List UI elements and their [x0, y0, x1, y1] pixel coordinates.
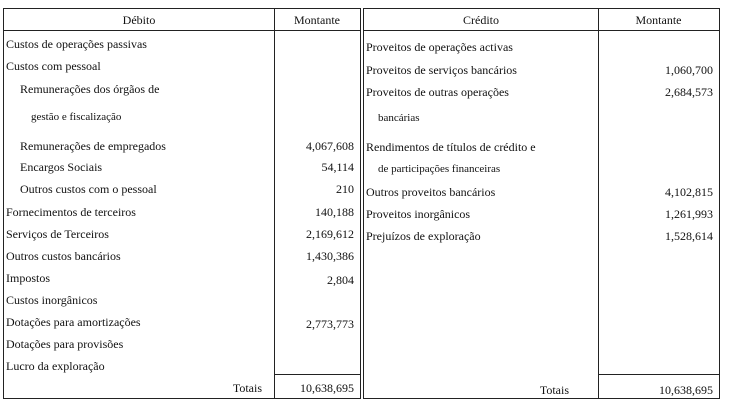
- credit-header-amount: Montante: [598, 9, 719, 31]
- credit-table: [363, 8, 720, 399]
- credit-row-amount: 2,684,573: [665, 85, 713, 99]
- debit-row-label: Custos com pessoal: [6, 59, 101, 73]
- debit-row-amount: 2,804: [327, 273, 354, 287]
- debit-row-label: Dotações para amortizações: [6, 315, 141, 329]
- debit-row-label: Remunerações dos órgãos de: [20, 82, 160, 96]
- debit-row-label: gestão e fiscalização: [31, 111, 122, 123]
- debit-row-label: Encargos Sociais: [20, 160, 103, 174]
- debit-row-amount: 1,430,386: [306, 249, 354, 263]
- debit-row-label: Fornecimentos de terceiros: [6, 205, 136, 219]
- debit-row-label: Outros custos com o pessoal: [20, 182, 157, 196]
- debit-totals-rule: [274, 374, 360, 375]
- credit-row-label: Outros proveitos bancários: [366, 185, 496, 199]
- debit-row-amount: 210: [336, 182, 354, 196]
- debit-column-divider: [274, 9, 275, 398]
- debit-row-amount: 54,114: [321, 160, 354, 174]
- credit-totals-label: Totais: [539, 383, 569, 397]
- debit-row-label: Dotações para provisões: [6, 337, 124, 351]
- credit-row-label: Proveitos de operações activas: [366, 40, 513, 54]
- debit-row-label: Outros custos bancários: [6, 249, 121, 263]
- credit-row-label: Proveitos inorgânicos: [366, 207, 471, 221]
- debit-row-label: Custos inorgânicos: [6, 293, 98, 307]
- debit-row-amount: 2,169,612: [306, 227, 354, 241]
- debit-header-amount: Montante: [274, 9, 360, 31]
- debit-row-label: Serviços de Terceiros: [6, 227, 109, 241]
- debit-row-amount: 2,773,773: [306, 317, 354, 331]
- credit-row-amount: 1,528,614: [665, 229, 713, 243]
- credit-row-label: Proveitos de serviços bancários: [366, 63, 517, 77]
- debit-totals-label: Totais: [232, 381, 262, 395]
- debit-header-label: Débito: [4, 9, 274, 31]
- credit-header-label: Crédito: [364, 9, 598, 31]
- credit-row-label: de participações financeiras: [378, 163, 501, 175]
- debit-row-label: Lucro da exploração: [6, 359, 105, 373]
- credit-row-amount: 1,060,700: [665, 63, 713, 77]
- credit-column-divider: [598, 9, 599, 398]
- credit-row-label: Proveitos de outras operações: [366, 85, 509, 99]
- credit-row-label: Prejuízos de exploração: [366, 229, 481, 243]
- debit-row-label: Impostos: [6, 271, 51, 285]
- debit-row-label: Remunerações de empregados: [20, 139, 166, 153]
- debit-row-amount: 4,067,608: [306, 139, 354, 153]
- debit-totals-amount: 10,638,695: [300, 381, 354, 395]
- debit-row-label: Custos de operações passivas: [6, 37, 147, 51]
- credit-row-label: Rendimentos de títulos de crédito e: [366, 140, 536, 154]
- debit-row-amount: 140,188: [315, 205, 354, 219]
- credit-row-label: bancárias: [378, 112, 420, 124]
- credit-totals-amount: 10,638,695: [659, 383, 713, 397]
- credit-row-amount: 1,261,993: [665, 207, 713, 221]
- debit-table: [3, 8, 361, 399]
- credit-totals-rule: [598, 374, 719, 375]
- credit-row-amount: 4,102,815: [665, 185, 713, 199]
